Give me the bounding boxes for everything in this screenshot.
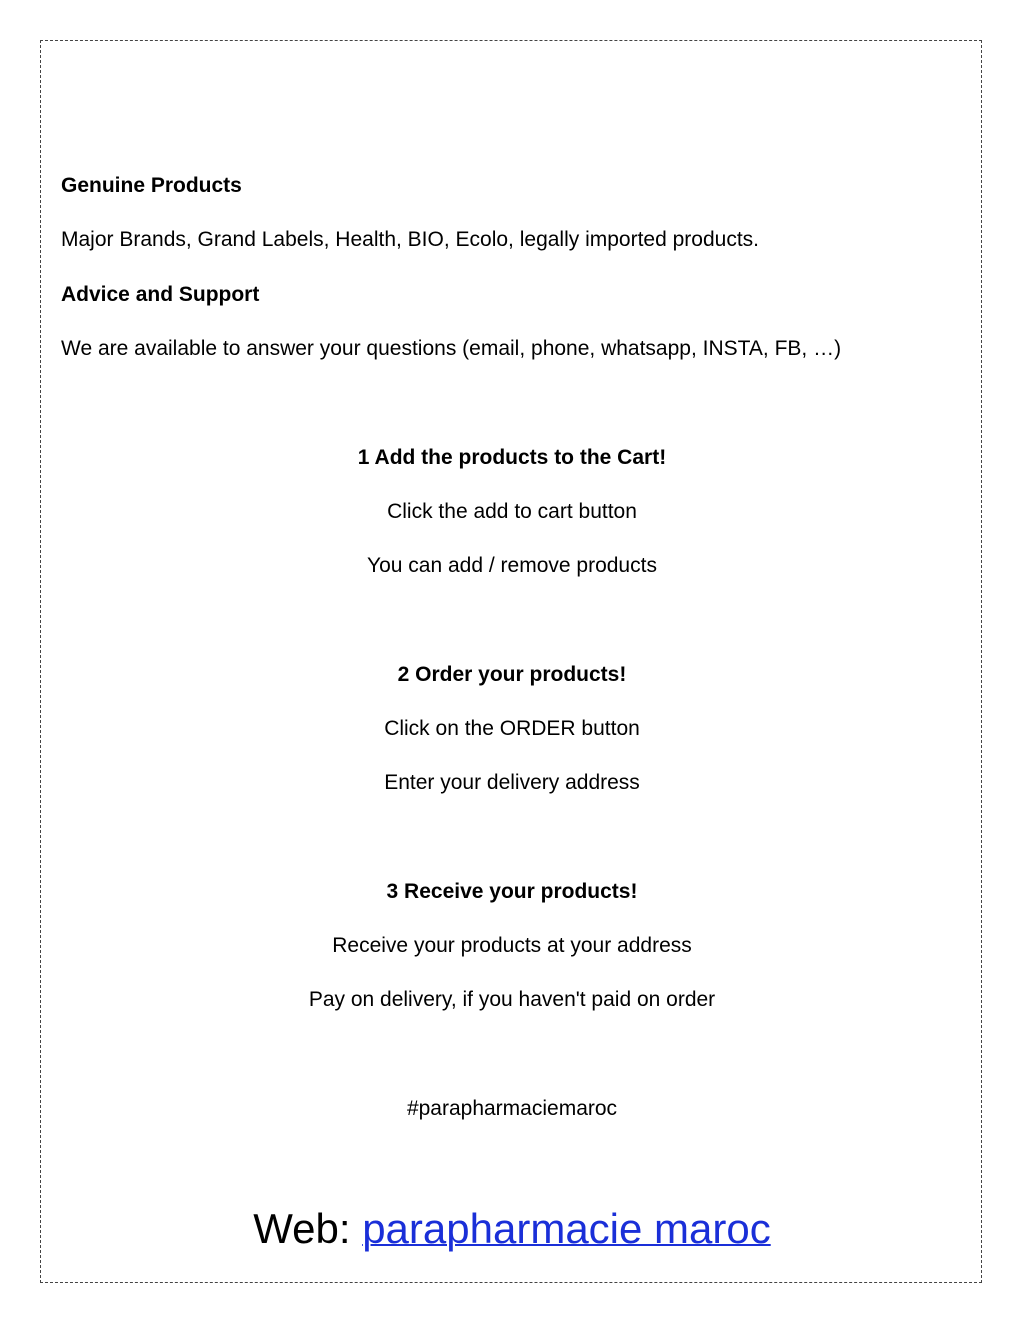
website-link[interactable]: parapharmacie maroc bbox=[362, 1205, 771, 1252]
step-3-line-2: Pay on delivery, if you haven't paid on order bbox=[308, 988, 716, 1011]
step-1-line-2: You can add / remove products bbox=[367, 554, 657, 577]
step-1-title: 1 Add the products to the Cart! bbox=[357, 446, 667, 469]
advice-support-heading: Advice and Support bbox=[61, 283, 260, 306]
step-2-title: 2 Order your products! bbox=[397, 663, 627, 686]
hashtag: #parapharmaciemaroc bbox=[406, 1097, 618, 1120]
web-label: Web: bbox=[253, 1205, 363, 1252]
step-2-line-1: Click on the ORDER button bbox=[384, 717, 640, 740]
genuine-products-text: Major Brands, Grand Labels, Health, BIO, Ecolo, legally imported products. bbox=[61, 228, 760, 251]
genuine-products-heading: Genuine Products bbox=[61, 174, 242, 197]
step-1-line-1: Click the add to cart button bbox=[387, 500, 637, 523]
step-2-line-2: Enter your delivery address bbox=[384, 771, 640, 794]
step-3-title: 3 Receive your products! bbox=[386, 880, 638, 903]
advice-support-text: We are available to answer your questions (email, phone, whatsapp, INSTA, FB, …) bbox=[61, 337, 842, 360]
web-footer bbox=[0, 1202, 1024, 1256]
step-3-line-1: Receive your products at your address bbox=[332, 934, 692, 957]
